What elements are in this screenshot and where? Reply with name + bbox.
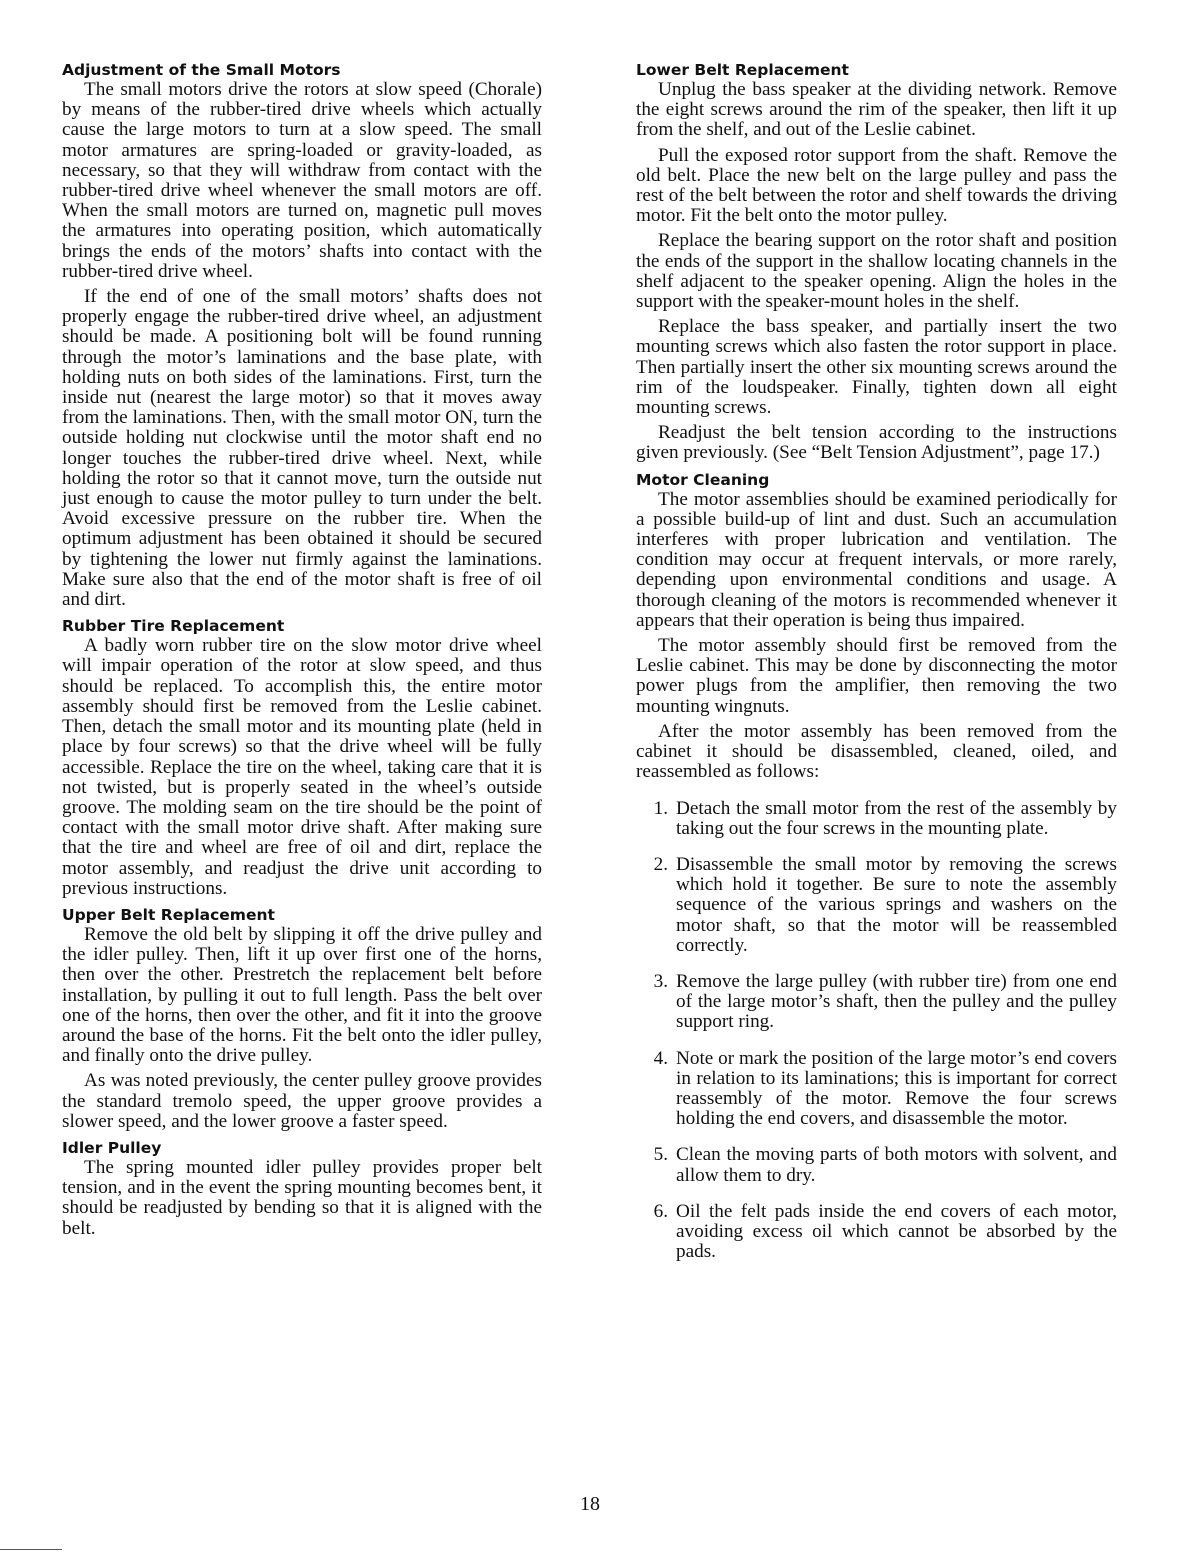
step-text: Oil the felt pads inside the end covers of each motor, avoiding excess oil which cannot be absorbed by the pads. bbox=[676, 1200, 1117, 1263]
section-heading: Idler Pulley bbox=[62, 1138, 162, 1157]
section-heading: Rubber Tire Replacement bbox=[62, 617, 285, 636]
paragraph: A badly worn rubber tire on the slow motor drive wheel will impair operation of the rotor at slow speed, and thus should be replaced. To accomplish this, the entire motor assembly should first be removed from the Leslie cabinet. Then, detach the small motor and its mounting plate (held in place by four screws) so that the drive wheel will be fully accessible. Replace the tire on the wheel, taking care that it is not twisted, but is properly seated in the wheel’s outside groove. The molding seam on the tire should be the point of contact with the small motor drive shaft. After making sure that the tire and wheel are free of oil and dirt, replace the motor assembly, and readjust the drive unit according to previous instructions. bbox=[62, 635, 542, 899]
list-item bbox=[636, 972, 1117, 1033]
scan-edge-rule bbox=[0, 1549, 62, 1550]
left-column bbox=[62, 60, 542, 1244]
step-number: 4. bbox=[653, 1047, 668, 1069]
list-item bbox=[636, 1145, 1117, 1185]
paragraph: Pull the exposed rotor support from the shaft. Remove the old belt. Place the new belt on the large pulley and pass the rest of the belt between the rotor and shelf towards the driving motor. Fit the belt onto the motor pulley. bbox=[636, 144, 1117, 227]
paragraph: As was noted previously, the center pulley groove provides the standard tremolo speed, the upper groove provides a slower speed, and the lower groove a faster speed. bbox=[62, 1070, 542, 1132]
page-number: 18 bbox=[580, 1493, 600, 1515]
paragraph: The motor assemblies should be examined periodically for a possible build-up of lint and dust. Such an accumulation interferes with proper lubrication and ventilation. The condition may occur at frequent intervals, or more rarely, depending upon environmental conditions and usage. A thorough cleaning of the motors is recommended whenever it appears that their operation is being thus impaired. bbox=[636, 488, 1117, 631]
paragraph: Unplug the bass speaker at the dividing network. Remove the eight screws around the rim of the speaker, then lift it up from the shelf, and out of the Leslie cabinet. bbox=[636, 79, 1117, 141]
paragraph: Readjust the belt tension according to the instructions given previously. (See “Belt Tension Adjustment”, page 17.) bbox=[636, 422, 1117, 464]
section-heading: Upper Belt Replacement bbox=[62, 905, 275, 924]
section-heading: Motor Cleaning bbox=[636, 470, 770, 489]
section-heading: Lower Belt Replacement bbox=[636, 61, 849, 79]
cleaning-steps-list bbox=[636, 799, 1117, 1263]
paragraph: After the motor assembly has been removed from the cabinet it should be disassembled, cleaned, oiled, and reassembled as follows: bbox=[636, 720, 1117, 783]
step-number: 2. bbox=[653, 853, 668, 875]
step-number: 5. bbox=[653, 1144, 668, 1166]
step-text: Remove the large pulley (with rubber tire) from one end of the large motor’s shaft, then the pulley and the pulley support ring. bbox=[676, 970, 1117, 1033]
step-text: Note or mark the position of the large motor’s end covers in relation to its laminations; this is important for correct reassembly of the motor. Remove the four screws holding the end covers, and disassemble the motor. bbox=[676, 1047, 1117, 1130]
paragraph: The motor assembly should first be removed from the Leslie cabinet. This may be done by disconnecting the motor power plugs from the amplifier, then removing the two mounting wingnuts. bbox=[636, 635, 1117, 717]
paragraph: The spring mounted idler pulley provides proper belt tension, and in the event the spring mounting becomes bent, it should be readjusted by bending so that it is aligned with the belt. bbox=[62, 1156, 542, 1239]
list-item bbox=[636, 1049, 1117, 1130]
list-item bbox=[636, 1202, 1117, 1263]
paragraph: The small motors drive the rotors at slow speed (Chorale) by means of the rubber-tired drive wheels which actually cause the large motors to turn at a slow speed. The small motor armatures are spring-loaded or gravity-loaded, as necessary, so that they will withdraw from contact with the rubber-tired drive wheel whenever the small motors are off. When the small motors are turned on, magnetic pull moves the armatures into operating position, which automatically brings the ends of the motors’ shafts into contact with the rubber-tired drive wheel. bbox=[62, 79, 542, 282]
paragraph: Remove the old belt by slipping it off the drive pulley and the idler pulley. Then, lift it up over first one of the horns, then over the other. Prestretch the replacement belt before installation, by pulling it out to full length. Pass the belt over one of the horns, then over the other, and fit it into the groove around the base of the horns. Fit the belt onto the idler pulley, and finally onto the drive pulley. bbox=[62, 923, 542, 1067]
step-number: 6. bbox=[653, 1200, 668, 1222]
step-text: Disassemble the small motor by removing the screws which hold it together. Be sure to note the assembly sequence of the various springs and washers on the motor shaft, so that the motor will be reassembled correctly. bbox=[676, 853, 1117, 956]
list-item bbox=[636, 799, 1117, 839]
paragraph: Replace the bearing support on the rotor shaft and position the ends of the support in the shallow locating channels in the shelf adjacent to the speaker opening. Align the holes in the support with the speaker-mount holes in the shelf. bbox=[636, 230, 1117, 313]
section-heading: Adjustment of the Small Motors bbox=[62, 61, 341, 79]
paragraph: Replace the bass speaker, and partially insert the two mounting screws which also fasten the rotor support in place. Then partially insert the other six mounting screws around the rim of the loudspeaker. Finally, tighten down all eight mounting screws. bbox=[636, 316, 1117, 419]
right-column bbox=[636, 60, 1117, 1278]
list-item bbox=[636, 855, 1117, 956]
step-number: 3. bbox=[653, 970, 668, 992]
paragraph: If the end of one of the small motors’ shafts does not properly engage the rubber-tired drive wheel, an adjustment should be made. A positioning bolt will be found running through the motor’s laminations and the base plate, with holding nuts on both sides of the laminations. First, turn the inside nut (nearest the large motor) so that it moves away from the laminations. Then, with the small motor ON, turn the outside holding nut clockwise until the motor shaft end no longer touches the rubber-tired drive wheel. Next, while holding the rotor so that it cannot move, turn the outside nut just enough to cause the motor pulley to turn under the belt. Avoid excessive pressure on the rubber tire. When the optimum adjustment has been obtained it should be secured by tightening the lower nut firmly against the laminations. Make sure also that the end of the motor shaft is free of oil and dirt. bbox=[62, 286, 542, 611]
step-text: Detach the small motor from the rest of the assembly by taking out the four screws in the mounting plate. bbox=[676, 797, 1117, 839]
step-number: 1. bbox=[653, 797, 668, 819]
step-text: Clean the moving parts of both motors with solvent, and allow them to dry. bbox=[676, 1144, 1117, 1186]
